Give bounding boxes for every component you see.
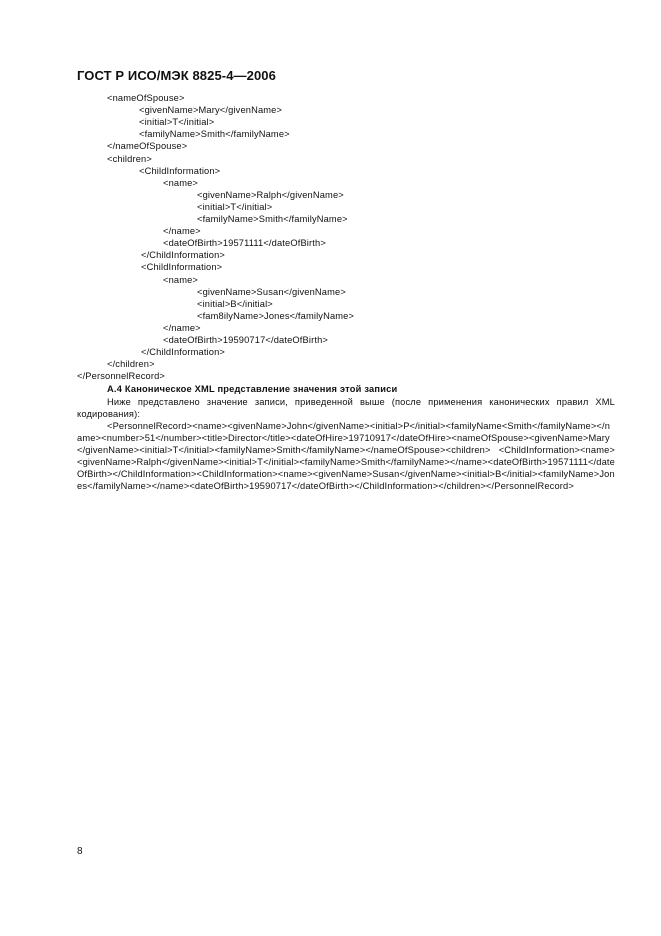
xml-line: <familyName>Smith</familyName> — [197, 214, 348, 224]
xml-line: <givenName>Mary</givenName> — [139, 105, 283, 116]
xml-line: <givenName>Ralph</givenName> — [197, 189, 344, 200]
xml-line: <children> — [107, 153, 152, 164]
xml-line: </ChildInformation> — [141, 250, 225, 261]
xml-line: <name> — [163, 177, 199, 188]
xml-line: <givenName>Susan</givenName> — [197, 286, 346, 297]
intro-text: Ниже представлено значение записи, приведенной выше (после применения канонических правил XML кодирования): — [77, 397, 615, 420]
xml-line: </children> — [107, 359, 155, 370]
xml-line: <initial>T</initial> — [197, 201, 273, 212]
document-header: ГОСТ Р ИСО/МЭК 8825-4—2006 — [77, 68, 276, 83]
xml-line: </name> — [163, 322, 201, 333]
canonical-xml-paragraph — [77, 420, 615, 493]
canonical-xml-text: <PersonnelRecord><name><givenName>John</givenName><initial>P</initial><familyName<Smith</familyName></name><number>51</number><title>Director</title><dateOfHire>19710917</dateOfHire><nameOfSpouse><givenName>Mary</givenName><initial>T</initial><familyName>Smith</familyName></nameOfSpouse><children> <ChildInformation><name><givenName>Ralph</givenName><initial>T</initial><familyName>Smith</familyName></name><dateOfBirth>19571111</dateOfBirth></ChildInformation><ChildInformation><name><givenName>Susan</givenName><initial>B</initial><familyName>Jones</familyName></name><dateOfBirth>19590717</dateOfBirth></ChildInformation></children></PersonnelRecord> — [77, 421, 615, 492]
section-title: А.4 Каноническое XML представление значения этой записи — [107, 384, 398, 394]
xml-line: </PersonnelRecord> — [77, 371, 165, 382]
intro-paragraph — [77, 396, 615, 420]
xml-line: <initial>T</initial> — [139, 117, 215, 128]
xml-line: <ChildInformation> — [139, 165, 221, 176]
page-number: 8 — [77, 846, 83, 857]
xml-line: <fam8ilyName>Jones</familyName> — [197, 310, 355, 321]
xml-line: </nameOfSpouse> — [107, 141, 188, 152]
xml-line: <familyName>Smith</familyName> — [139, 129, 290, 140]
xml-line: <ChildInformation> — [141, 262, 223, 273]
xml-line: <nameOfSpouse> — [107, 93, 185, 103]
xml-line: <initial>B</initial> — [197, 298, 273, 309]
xml-line: <dateOfBirth>19571111</dateOfBirth> — [163, 238, 326, 249]
xml-line: </ChildInformation> — [141, 347, 225, 358]
xml-line: </name> — [163, 226, 201, 237]
xml-line: <name> — [163, 274, 199, 285]
xml-line: <dateOfBirth>19590717</dateOfBirth> — [163, 335, 328, 345]
